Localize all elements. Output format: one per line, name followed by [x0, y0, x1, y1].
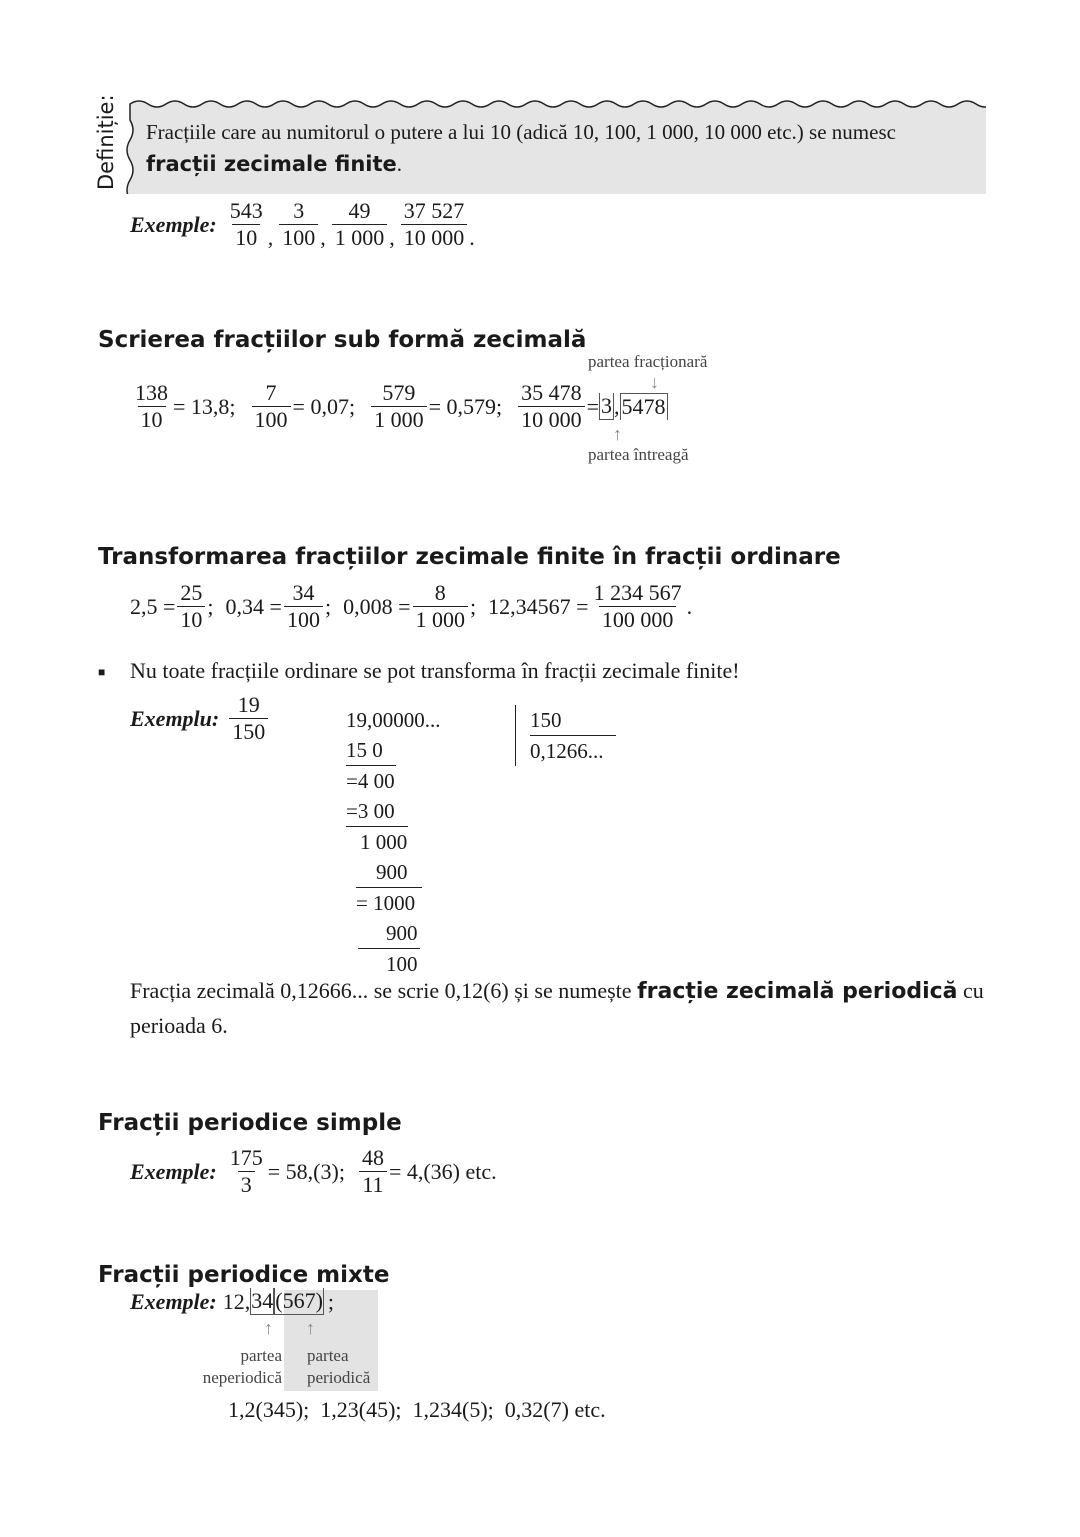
note-text: Nu toate fracțiile ordinare se pot transforma în fracții zecimale finite! [130, 658, 740, 683]
label-fractional-part: partea fracționară [588, 352, 708, 371]
arrow-nonperiodic: ↑ [264, 1318, 273, 1338]
periodic-definition: Fracția zecimală 0,12666... se scrie 0,12(6) și se numește fracție zecimală periodică cu perioada 6. [130, 978, 984, 1038]
label-integer-part: partea întreagă [588, 445, 689, 464]
label-nonperiodic: partea neperiodică [202, 1346, 282, 1387]
division-divisor: 150 0,1266... [515, 705, 616, 766]
nonperiodic-part: 34 [251, 1288, 274, 1313]
section-title-mixed: Fracții periodice mixte [98, 1262, 390, 1288]
examples-finite: Exemple: $\frac{543}{10}$ , $\frac{3}{100}$ , $\frac{49}{1 000}$ , $\frac{37 527}{10 000}$ . [130, 198, 475, 250]
long-division: 19,00000... 15 0 =4 00 =3 00 1 000 900 = 1000 900 100 [346, 708, 441, 976]
periodic-part: (567) [275, 1288, 323, 1313]
arrow-fractional: ↓ [650, 372, 659, 392]
section-title-simple: Fracții periodice simple [98, 1110, 402, 1136]
mixed-more-examples: 1,2(345); 1,23(45); 1,234(5); 0,32(7) etc. [228, 1397, 606, 1422]
section-title-transform: Transformarea fracțiilor zecimale finite în fracții ordinare [98, 544, 841, 570]
section-title-decimal: Scrierea fracțiilor sub formă zecimală [98, 327, 587, 353]
note-bullet: ■ [98, 665, 106, 679]
fractional-part: 5478 [621, 394, 666, 419]
definition-text: Fracțiile care au numitorul o putere a lui 10 (adică 10, 100, 1 000, 10 000 etc.) se numesc fracții zecimale finite. [146, 120, 896, 176]
arrow-periodic: ↑ [306, 1318, 315, 1338]
arrow-integer: ↑ [613, 424, 622, 444]
label-periodic: partea periodică [307, 1346, 371, 1387]
mixed-periodic-example: Exemple: 12, 34 (567) ; [130, 1288, 335, 1314]
division-example-label: Exemplu: $\frac{19}{150}$ [130, 692, 270, 745]
integer-part: 3 [601, 393, 613, 418]
transform-examples: 2,5 = $\frac{25}{10}$ ; 0,34 = $\frac{34}{100}$ ; 0,008 = $\frac{8}{1 000}$ ; 12,34567 = $\frac{1 234 567}{100 000}$ . [130, 580, 693, 632]
decimal-examples: $\frac{138}{10}$ = 13,8; $\frac{7}{100}$ = 0,07; $\frac{579}{1 000}$ = 0,579; $\frac{35 478}{10 000}$ = 3 , 5478 [135, 380, 666, 432]
definition-side-label: Definiție: [94, 94, 118, 190]
simple-periodic-examples: Exemple: $\frac{175}{3}$ = 58,(3); $\frac{48}{11}$ = 4,(36) etc. [130, 1145, 497, 1197]
definition-term: fracții zecimale finite [146, 152, 397, 176]
